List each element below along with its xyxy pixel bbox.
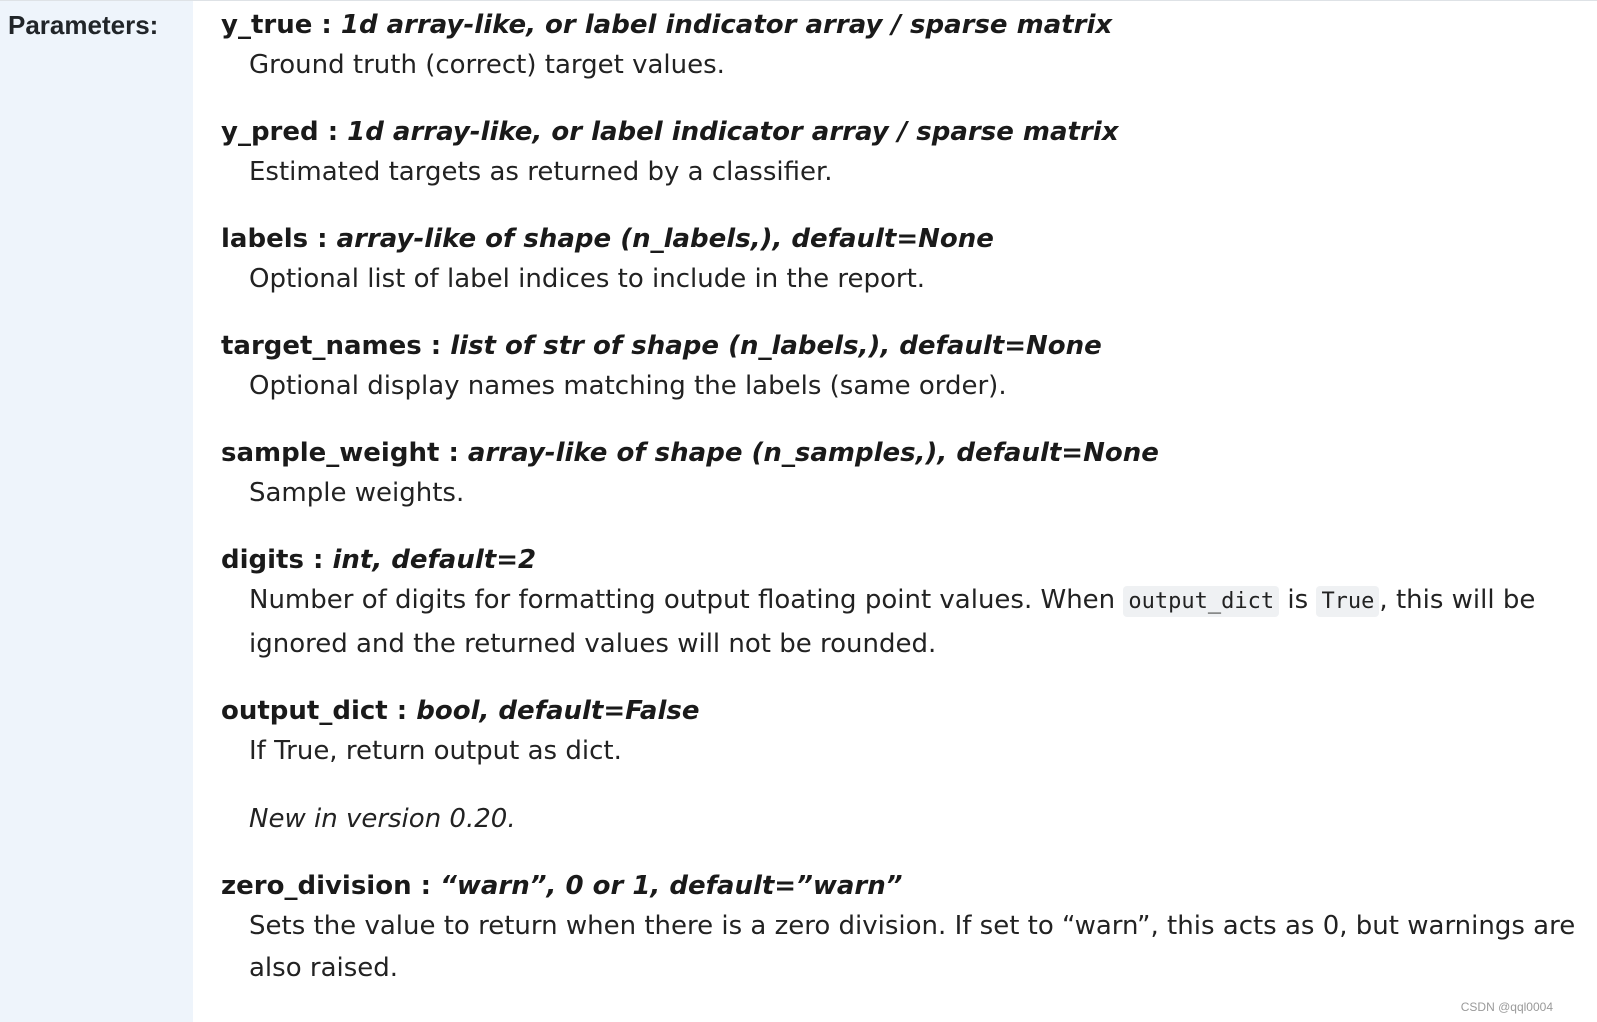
param-description xyxy=(221,365,1597,407)
description-text: Sets the value to return when there is a zero division. If set to “warn”, this acts as 0, but warnings are also raised. xyxy=(249,911,1576,983)
inline-code-true: True xyxy=(1316,586,1379,617)
param-separator: : xyxy=(387,696,417,726)
field-name-column xyxy=(0,1,193,1022)
param-signature xyxy=(221,542,1597,578)
param-type: 1d array-like, or label indicator array / sparse matrix xyxy=(340,10,1113,40)
param-description xyxy=(221,258,1597,300)
param-separator: : xyxy=(411,871,441,901)
param-signature xyxy=(221,435,1597,471)
param-name: sample_weight xyxy=(221,438,440,468)
param-separator: : xyxy=(318,117,348,147)
param-target-names xyxy=(221,328,1597,407)
description-text: Optional list of label indices to include in the report. xyxy=(249,264,926,294)
param-name: y_pred xyxy=(221,117,319,147)
param-name: output_dict xyxy=(221,696,388,726)
param-separator: : xyxy=(303,545,333,575)
param-type: list of str of shape (n_labels,), default=None xyxy=(450,331,1102,361)
param-y-true xyxy=(221,7,1597,86)
param-labels xyxy=(221,221,1597,300)
description-text: Sample weights. xyxy=(249,478,465,508)
param-description xyxy=(221,151,1597,193)
param-signature xyxy=(221,868,1597,904)
param-sample-weight xyxy=(221,435,1597,514)
param-digits xyxy=(221,542,1597,665)
param-description xyxy=(221,579,1597,665)
description-text: If True, return output as dict. xyxy=(249,736,622,766)
param-signature xyxy=(221,328,1597,364)
description-text-part: is xyxy=(1279,585,1317,615)
param-description xyxy=(221,44,1597,86)
param-output-dict xyxy=(221,693,1597,840)
param-separator: : xyxy=(439,438,468,468)
inline-code-output-dict: output_dict xyxy=(1123,586,1279,617)
param-name: digits xyxy=(221,545,304,575)
param-description xyxy=(221,905,1597,989)
description-text: Optional display names matching the labels (same order). xyxy=(249,371,1007,401)
param-name: zero_division xyxy=(221,871,412,901)
watermark: CSDN @qql0004 xyxy=(1460,1000,1553,1014)
param-type: “warn”, 0 or 1, default=”warn” xyxy=(440,871,903,901)
param-signature xyxy=(221,693,1597,729)
field-name-parameters: Parameters: xyxy=(8,10,159,40)
param-description xyxy=(221,472,1597,514)
param-signature xyxy=(221,7,1597,43)
description-text: Estimated targets as returned by a classifier. xyxy=(249,157,833,187)
description-text-part: Number of digits for formatting output floating point values. When xyxy=(249,585,1124,615)
description-text-part: , this will be ignored and the returned values will not be rounded. xyxy=(249,585,1536,659)
param-name: target_names xyxy=(221,331,422,361)
param-zero-division xyxy=(221,868,1597,989)
param-type: 1d array-like, or label indicator array / sparse matrix xyxy=(347,117,1119,147)
param-separator: : xyxy=(312,10,341,40)
param-description xyxy=(221,730,1597,840)
param-type: int, default=2 xyxy=(332,545,537,575)
param-signature xyxy=(221,114,1597,150)
param-separator: : xyxy=(308,224,337,254)
param-name: labels xyxy=(221,224,309,254)
param-type: array-like of shape (n_samples,), default=None xyxy=(467,438,1159,468)
param-type: array-like of shape (n_labels,), default=None xyxy=(336,224,994,254)
param-y-pred xyxy=(221,114,1597,193)
field-body xyxy=(193,1,1597,1022)
version-added-note: New in version 0.20. xyxy=(249,804,516,834)
description-text xyxy=(249,579,1597,665)
description-text: Ground truth (correct) target values. xyxy=(249,50,725,80)
param-separator: : xyxy=(421,331,451,361)
param-signature xyxy=(221,221,1597,257)
param-type: bool, default=False xyxy=(416,696,700,726)
param-name: y_true xyxy=(221,10,313,40)
